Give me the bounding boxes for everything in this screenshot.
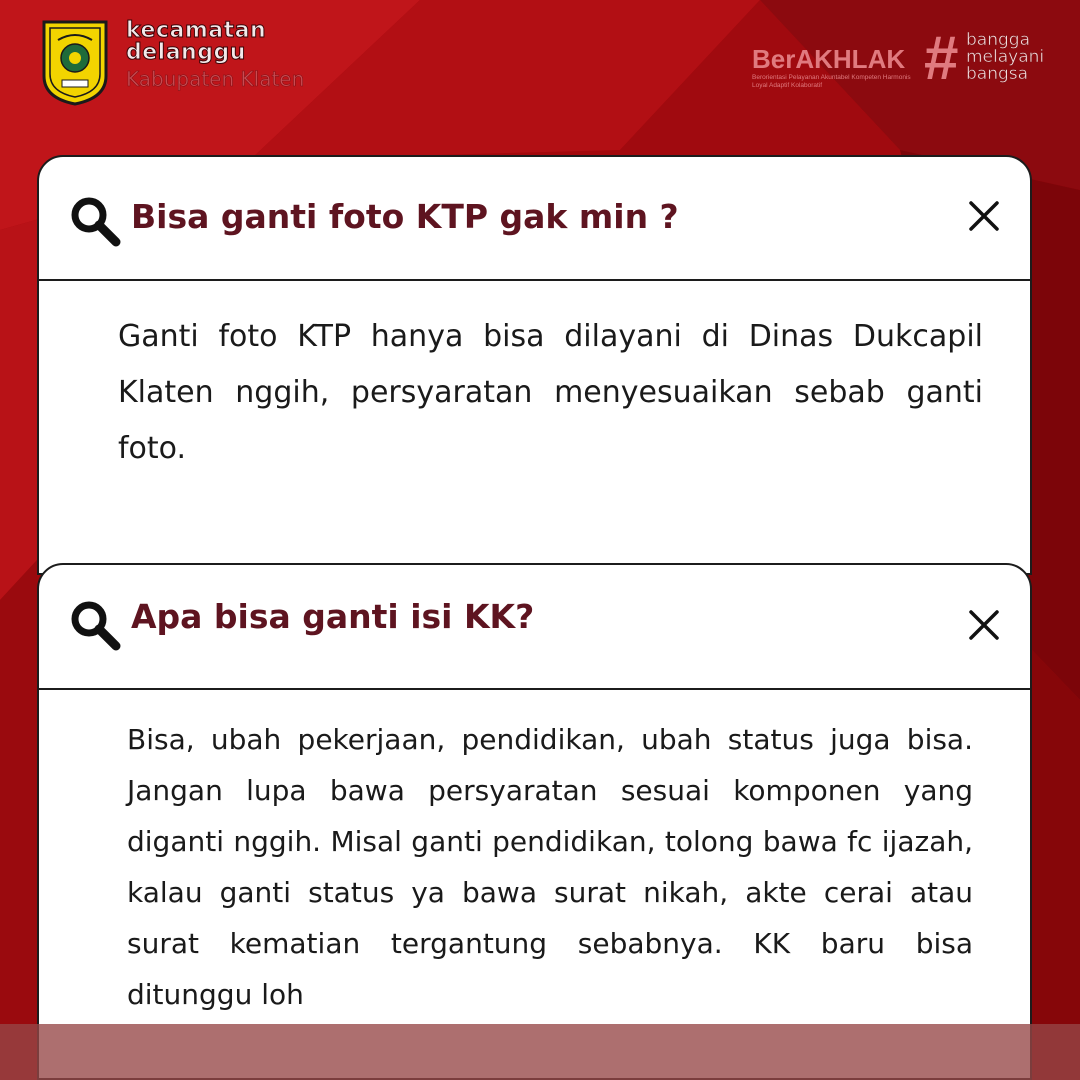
brand-line-delanggu: delanggu bbox=[126, 40, 246, 65]
faq-card-kk bbox=[37, 563, 1032, 1080]
motto bbox=[966, 32, 1044, 83]
faq-card-ktp bbox=[37, 155, 1032, 575]
brand-line-kecamatan: kecamatan bbox=[126, 18, 267, 43]
motto-line-bangga: bangga bbox=[966, 30, 1030, 50]
close-icon[interactable] bbox=[968, 200, 1000, 232]
faq-question: Bisa ganti foto KTP gak min ? bbox=[131, 197, 679, 236]
faq-answer: Ganti foto KTP hanya bisa dilayani di Dinas Dukcapil Klaten nggih, persyaratan menyesuaikan sebab ganti foto. bbox=[118, 319, 983, 466]
close-icon[interactable] bbox=[968, 609, 1000, 641]
faq-question: Apa bisa ganti isi KK? bbox=[131, 597, 535, 636]
faq-answer: Bisa, ubah pekerjaan, pendidikan, ubah status juga bisa. Jangan lupa bawa persyaratan sesuai komponen yang diganti nggih. Misal ganti pendidikan, tolong bawa fc ijazah, kalau ganti status ya bawa surat nikah, akte cerai atau surat kematian tergantung sebabnya. KK baru bisa ditunggu loh bbox=[127, 723, 973, 1011]
motto-line-bangsa: bangsa bbox=[966, 64, 1029, 84]
header-brand bbox=[40, 18, 304, 106]
hashtag-icon: # bbox=[924, 24, 959, 93]
berakhlak-logo: BerAKHLAK bbox=[752, 44, 906, 74]
bottom-overlay bbox=[0, 1024, 1080, 1080]
faq-card-header bbox=[39, 565, 1030, 690]
search-icon bbox=[69, 599, 121, 651]
motto-line-melayani: melayani bbox=[966, 47, 1045, 67]
search-icon bbox=[69, 195, 121, 247]
klaten-coat-of-arms-icon bbox=[40, 18, 110, 106]
berakhlak-branding bbox=[748, 24, 1058, 100]
faq-card-header bbox=[39, 157, 1030, 281]
brand-line-kabupaten: Kabupaten Klaten bbox=[126, 67, 305, 91]
berakhlak-tagline: Berorientasi Pelayanan Akuntabel Kompeten Harmonis Loyal Adaptif Kolaboratif bbox=[752, 74, 911, 89]
